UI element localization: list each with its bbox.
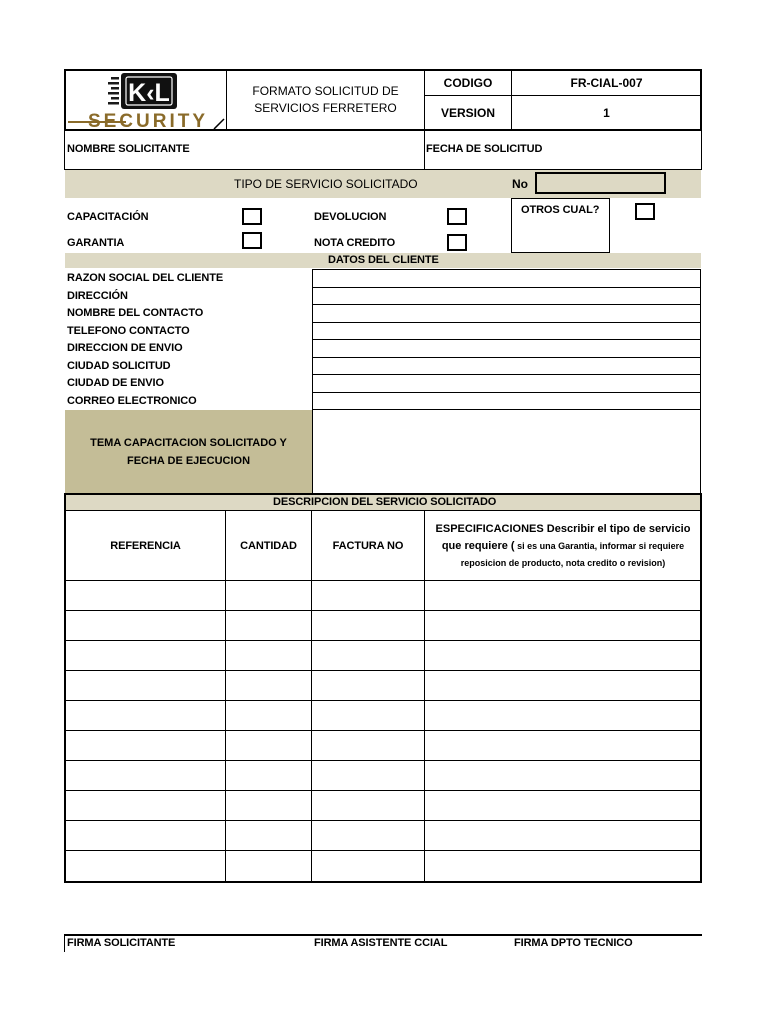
garantia-checkbox[interactable] <box>242 232 262 249</box>
header-divider-1 <box>226 70 227 130</box>
datos-cliente-title: DATOS DEL CLIENTE <box>328 254 439 266</box>
descripcion-title: DESCRIPCION DEL SERVICIO SOLICITADO <box>273 496 497 508</box>
field-telefono-contacto: TELEFONO CONTACTO <box>67 325 190 337</box>
logo-bottom-text: SECURITY <box>87 111 209 129</box>
cliente-line-5 <box>312 357 701 358</box>
field-direccion: DIRECCIÓN <box>67 290 128 302</box>
col-factura: FACTURA NO <box>332 540 404 552</box>
version-label: VERSION <box>440 106 495 120</box>
nota-credito-label: NOTA CREDITO <box>314 237 396 249</box>
version-value: 1 <box>603 106 610 120</box>
row-line-4 <box>66 700 700 701</box>
form-title: FORMATO SOLICITUD DE SERVICIOS FERRETERO <box>252 84 399 115</box>
cliente-line-2 <box>312 304 701 305</box>
tipo-servicio-title: TIPO DE SERVICIO SOLICITADO <box>234 177 418 191</box>
codigo-value: FR-CIAL-007 <box>570 76 643 90</box>
logo-icon <box>66 71 225 129</box>
row-line-8 <box>66 820 700 821</box>
tema-capacitacion-input[interactable] <box>312 410 701 493</box>
nombre-solicitante-label: NOMBRE SOLICITANTE <box>67 143 190 155</box>
field-ciudad-solicitud: CIUDAD SOLICITUD <box>67 360 171 372</box>
fecha-solicitud-label: FECHA DE SOLICITUD <box>426 143 543 155</box>
tema-capacitacion-cell <box>65 410 312 493</box>
tema-capacitacion-label: TEMA CAPACITACION SOLICITADO Y FECHA DE EJECUCION <box>90 436 287 467</box>
col-cantidad: CANTIDAD <box>240 540 297 552</box>
row-line-2 <box>66 640 700 641</box>
row-line-5 <box>66 730 700 731</box>
logo-top-text: K‹L <box>128 79 170 107</box>
field-nombre-contacto: NOMBRE DEL CONTACTO <box>67 307 204 319</box>
cliente-line-7 <box>312 392 701 393</box>
garantia-label: GARANTIA <box>67 237 125 249</box>
firma-tecnico: FIRMA DPTO TECNICO <box>514 937 633 949</box>
firma-solicitante: FIRMA SOLICITANTE <box>67 937 176 949</box>
otros-checkbox[interactable] <box>635 203 655 220</box>
field-direccion-envio: DIRECCION DE ENVIO <box>67 342 183 354</box>
otros-label: OTROS CUAL? <box>521 204 600 216</box>
capacitacion-checkbox[interactable] <box>242 208 262 225</box>
cliente-line-4 <box>312 339 701 340</box>
devolucion-label: DEVOLUCION <box>314 211 387 223</box>
field-correo-electronico: CORREO ELECTRONICO <box>67 395 197 407</box>
row-line-3 <box>66 670 700 671</box>
col-div-3 <box>424 511 425 881</box>
row-line-7 <box>66 790 700 791</box>
firma-tick <box>64 934 65 952</box>
col-especificaciones <box>426 512 700 580</box>
firma-asistente: FIRMA ASISTENTE CCIAL <box>314 937 448 949</box>
row-line-0 <box>66 580 700 581</box>
no-input[interactable] <box>535 172 666 194</box>
firma-line <box>64 934 702 936</box>
cliente-line-6 <box>312 374 701 375</box>
codigo-label: CODIGO <box>443 76 493 90</box>
row-line-6 <box>66 760 700 761</box>
col-referencia: REFERENCIA <box>110 540 181 552</box>
solicitante-divider <box>424 130 425 170</box>
field-razon-social: RAZON SOCIAL DEL CLIENTE <box>67 272 224 284</box>
col-especificaciones-small: si es una Garantia, informar si requiere reposicion de producto, nota credito o revision) <box>460 540 685 568</box>
nota-credito-checkbox[interactable] <box>447 234 467 251</box>
no-label: No <box>512 177 528 191</box>
field-ciudad-envio: CIUDAD DE ENVIO <box>67 377 164 389</box>
company-logo <box>66 71 225 129</box>
col-especificaciones-main: ESPECIFICACIONES Describir el tipo de servicio que requiere ( <box>435 522 691 552</box>
devolucion-checkbox[interactable] <box>447 208 467 225</box>
row-line-9 <box>66 850 700 851</box>
cliente-line-3 <box>312 322 701 323</box>
capacitacion-label: CAPACITACIÓN <box>67 211 149 223</box>
row-line-1 <box>66 610 700 611</box>
cliente-line-1 <box>312 287 701 288</box>
